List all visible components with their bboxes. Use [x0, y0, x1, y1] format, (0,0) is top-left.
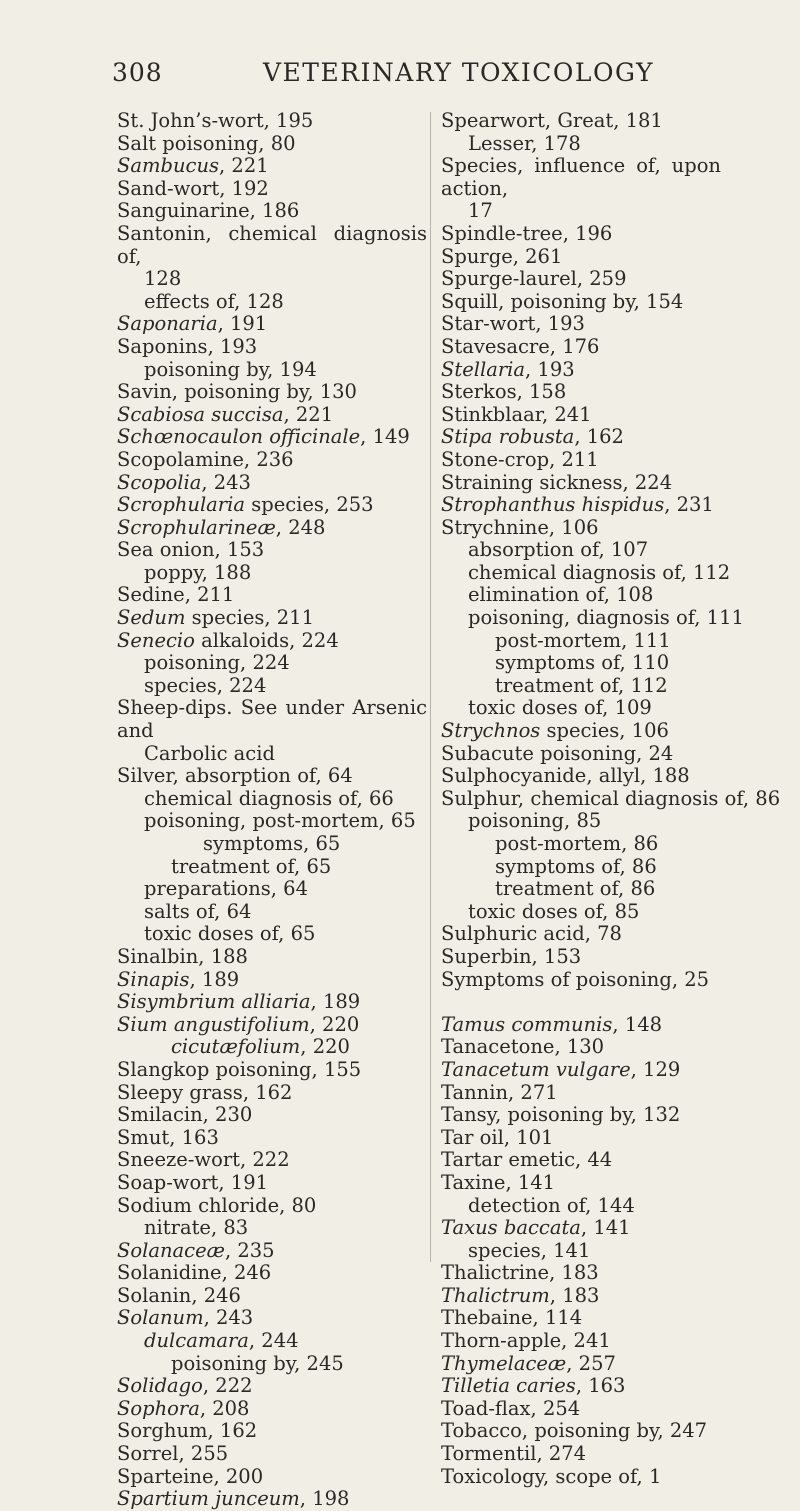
index-entry [117, 1172, 427, 1195]
index-entry [117, 268, 427, 291]
entry-text: Spindle-tree, 196 [441, 221, 613, 245]
entry-locator: , 222 [202, 1374, 253, 1398]
index-entry [441, 606, 744, 630]
entry-text: Tannin, 271 [441, 1080, 558, 1104]
index-entry [441, 539, 721, 562]
entry-text: Stavesacre, 176 [441, 334, 600, 358]
index-entry [117, 991, 427, 1014]
entry-text: Tansy, poisoning by, 132 [441, 1103, 681, 1127]
index-entry [117, 1420, 427, 1443]
entry-italic-term: Sisymbrium alliaria [117, 990, 311, 1014]
index-entry [441, 1240, 721, 1263]
entry-text: Smilacin, 230 [117, 1103, 253, 1127]
entry-text: symptoms of, 86 [495, 854, 657, 878]
entry-text: Spearwort, Great, 181 [441, 109, 663, 132]
entry-text: Squill, poisoning by, 154 [441, 289, 684, 313]
entry-locator: , 208 [199, 1396, 250, 1420]
entry-locator: , 129 [630, 1057, 681, 1081]
entry-locator: , 221 [219, 154, 269, 178]
entry-text: Taxine, 141 [441, 1170, 556, 1194]
index-entry [441, 1398, 721, 1421]
index-entry [441, 336, 721, 359]
entry-text: salts of, 64 [144, 899, 252, 923]
entry-text: Subacute poisoning, 24 [441, 741, 674, 765]
index-entry [441, 1059, 721, 1082]
entry-text: Symptoms of poisoning, 25 [441, 967, 710, 991]
entry-text: Sodium chloride, 80 [117, 1193, 317, 1217]
entry-italic-term: Spartium junceum [117, 1487, 300, 1511]
entry-text: Sea onion, 153 [117, 538, 265, 562]
entry-italic-term: Solanaceæ [117, 1238, 225, 1262]
index-entry [441, 901, 721, 924]
entry-text: poisoning, diagnosis of, 111 [468, 606, 744, 630]
index-entry [117, 743, 427, 766]
index-entry [441, 969, 721, 992]
entry-italic-term: Sambucus [117, 154, 220, 178]
index-entry [441, 517, 721, 540]
index-entry [441, 1195, 721, 1218]
index-entry [117, 426, 427, 449]
index-entry [117, 1443, 427, 1466]
index-entry [117, 1036, 427, 1059]
entry-text: toxic doses of, 109 [468, 696, 652, 720]
entry-italic-term: dulcamara [144, 1329, 249, 1353]
entry-text: Spurge-laurel, 259 [441, 267, 627, 291]
entry-locator: , 148 [612, 1012, 663, 1036]
entry-text: Sterkos, 158 [441, 380, 567, 404]
entry-text: preparations, 64 [144, 877, 308, 901]
index-entry [441, 359, 721, 382]
entry-text: Sorrel, 255 [117, 1442, 229, 1466]
index-entry [441, 1420, 721, 1443]
index-entry [117, 313, 427, 336]
index-entry [441, 1104, 721, 1127]
entry-text: Slangkop poisoning, 155 [117, 1057, 362, 1081]
entry-text: Sulphuric acid, 78 [441, 922, 622, 946]
entry-text: Tormentil, 274 [441, 1442, 587, 1466]
index-entry [441, 560, 731, 585]
entry-italic-term: Strophanthus hispidus [441, 493, 665, 517]
entry-text: poisoning, 85 [468, 809, 602, 833]
index-entry [441, 268, 721, 291]
entry-text: poisoning, 224 [144, 651, 290, 675]
entry-text: Sanguinarine, 186 [117, 199, 300, 223]
entry-text: Solanin, 246 [117, 1283, 241, 1307]
entry-text: Sand-wort, 192 [117, 176, 269, 200]
entry-text: toxic doses of, 65 [144, 922, 316, 946]
index-entry [441, 833, 721, 856]
entry-text: Thorn-apple, 241 [441, 1329, 611, 1353]
index-entry [441, 1082, 721, 1105]
entry-italic-term: Scabiosa succisa [117, 402, 284, 426]
index-entry [117, 472, 427, 495]
entry-text: Thebaine, 114 [441, 1306, 583, 1330]
index-entry [441, 1353, 721, 1376]
index-entry [441, 720, 721, 743]
entry-locator: , 163 [575, 1374, 626, 1398]
entry-italic-term: cicutæfolium [171, 1035, 301, 1059]
index-entry [117, 697, 427, 742]
index-entry [441, 1172, 721, 1195]
entry-locator: , 183 [549, 1283, 600, 1307]
entry-italic-term: Sium angustifolium [117, 1012, 310, 1036]
entry-text: chemical diagnosis of, 112 [468, 560, 731, 584]
entry-italic-term: Sinapis [117, 967, 190, 991]
entry-text: Carbolic acid [144, 741, 275, 765]
entry-text: poppy, 188 [144, 560, 252, 584]
index-entry [117, 133, 427, 156]
entry-text: effects of, 128 [144, 289, 284, 313]
index-entry [117, 1330, 427, 1353]
index-entry [441, 1149, 721, 1172]
entry-text: Sleepy grass, 162 [117, 1080, 293, 1104]
index-entry [441, 743, 721, 766]
index-entry [441, 630, 721, 653]
index-entry [117, 1307, 427, 1330]
index-entry [117, 607, 427, 630]
entry-text: Sneeze-wort, 222 [117, 1148, 290, 1172]
index-entry [117, 1127, 427, 1150]
index-entry [441, 291, 721, 314]
index-entry [441, 472, 721, 495]
entry-text: Tanacetone, 130 [441, 1035, 605, 1059]
entry-locator: , 191 [217, 312, 268, 336]
entry-italic-term: Scrophularia [117, 493, 245, 517]
index-entry [117, 517, 427, 540]
entry-italic-term: Tamus communis [441, 1012, 613, 1036]
section-gap [441, 991, 721, 1014]
entry-locator: , 243 [201, 470, 251, 494]
index-entry [441, 200, 721, 223]
entry-text: symptoms, 65 [203, 832, 341, 855]
index-entry [117, 856, 427, 879]
entry-locator: , 243 [203, 1306, 254, 1330]
entry-italic-term: Stipa robusta [441, 425, 575, 449]
index-entry [117, 901, 427, 924]
index-entry [117, 1285, 427, 1308]
entry-text: Smut, 163 [117, 1125, 219, 1149]
entry-text: toxic doses of, 85 [468, 899, 640, 923]
entry-italic-term: Sedum [117, 606, 186, 630]
entry-text: Straining sickness, 224 [441, 470, 673, 494]
index-entry [441, 1127, 721, 1150]
index-entry [441, 110, 721, 133]
entry-italic-term: Thalictrum [441, 1283, 550, 1307]
index-entry [117, 539, 427, 562]
index-entry [117, 810, 427, 833]
index-entry [117, 404, 427, 427]
index-entry [117, 1262, 427, 1285]
entry-text: 128 [144, 267, 182, 291]
index-entry [441, 494, 721, 517]
entry-text: nitrate, 83 [144, 1216, 249, 1240]
index-entry [441, 675, 721, 698]
column-divider [430, 112, 431, 1262]
index-column-left [117, 110, 427, 1511]
index-entry [441, 404, 721, 427]
entry-italic-term: Schœnocaulon officinale [117, 425, 361, 449]
page-number: 308 [112, 58, 163, 87]
entry-locator: species, 253 [245, 493, 374, 517]
entry-text: Sinalbin, 188 [117, 944, 248, 968]
index-entry [117, 291, 427, 314]
entry-text: Soap-wort, 191 [117, 1170, 269, 1194]
entry-text: Savin, poisoning by, 130 [117, 380, 357, 404]
index-entry [117, 449, 427, 472]
index-entry [117, 1375, 427, 1398]
index-entry [117, 946, 427, 969]
index-entry [441, 878, 721, 901]
index-entry [441, 223, 721, 246]
index-entry [441, 1217, 721, 1240]
entry-text: Lesser, 178 [468, 131, 581, 155]
entry-text: Santonin, chemical diagnosis of, [117, 221, 427, 268]
index-entry [441, 1285, 721, 1308]
entry-text: absorption of, 107 [468, 538, 649, 562]
entry-locator: , 189 [189, 967, 240, 991]
index-entry [441, 786, 781, 811]
index-entry [441, 1443, 721, 1466]
index-entry [117, 788, 427, 811]
entry-text: Solanidine, 246 [117, 1261, 272, 1285]
index-entry [117, 765, 427, 788]
index-entry [117, 1488, 427, 1511]
index-entry [117, 1195, 427, 1218]
entry-locator: , 231 [664, 493, 714, 517]
index-entry [117, 675, 427, 698]
entry-text: poisoning by, 245 [171, 1351, 344, 1375]
entry-text: Strychnine, 106 [441, 515, 599, 539]
entry-italic-term: Senecio [117, 628, 195, 652]
entry-text: elimination of, 108 [468, 583, 654, 607]
entry-text: Silver, absorption of, 64 [117, 764, 353, 788]
entry-text: Tobacco, poisoning by, 247 [441, 1419, 708, 1443]
index-entry [441, 584, 721, 607]
index-entry [117, 1466, 427, 1489]
entry-text: species, 224 [144, 673, 267, 697]
index-entry [117, 878, 427, 901]
index-column-right [441, 109, 781, 1488]
entry-text: Spurge, 261 [441, 244, 563, 268]
index-entry [117, 1104, 427, 1127]
page-header [0, 58, 800, 94]
entry-locator: alkaloids, 224 [194, 628, 339, 652]
index-entry [117, 1059, 427, 1082]
entry-text: Thalictrine, 183 [441, 1261, 599, 1285]
entry-italic-term: Strychnos [441, 719, 541, 743]
entry-locator: species, 211 [185, 606, 314, 630]
index-entry [441, 1466, 721, 1489]
entry-locator: , 257 [566, 1351, 616, 1375]
index-entry [117, 1217, 427, 1240]
entry-italic-term: Scrophularineæ [117, 515, 276, 539]
entry-text: Toxicology, scope of, 1 [441, 1464, 662, 1488]
index-entry [117, 562, 427, 585]
entry-text: treatment of, 65 [171, 854, 332, 878]
index-entry [441, 923, 721, 946]
index-entry [441, 1262, 721, 1285]
entry-italic-term: Tilletia caries [441, 1374, 576, 1398]
entry-text: Salt poisoning, 80 [117, 131, 296, 155]
entry-italic-term: Tanacetum vulgare [441, 1057, 631, 1081]
index-entry [117, 1149, 427, 1172]
entry-locator: , 248 [275, 515, 326, 539]
entry-locator: , 189 [310, 990, 361, 1014]
entry-italic-term: Stellaria [441, 357, 526, 381]
entry-italic-term: Solidago [117, 1374, 203, 1398]
index-entry [117, 223, 427, 268]
index-entry [117, 1353, 427, 1376]
entry-locator: , 149 [360, 425, 410, 449]
entry-text: Stone-crop, 211 [441, 447, 599, 471]
entry-locator: , 198 [299, 1487, 350, 1511]
index-entry [441, 449, 721, 472]
entry-text: poisoning by, 194 [144, 357, 317, 381]
entry-text: St. John’s-wort, 195 [117, 109, 314, 132]
entry-text: Sedine, 211 [117, 583, 235, 607]
index-entry [441, 697, 721, 720]
index-entry [441, 1014, 721, 1037]
index-entry [117, 1014, 427, 1037]
index-entry [117, 1398, 427, 1421]
index-entry [441, 246, 721, 269]
entry-text: Stinkblaar, 241 [441, 402, 592, 426]
entry-text: Superbin, 153 [441, 944, 582, 968]
entry-locator: , 221 [283, 402, 334, 426]
index-entry [117, 336, 427, 359]
entry-text: Sparteine, 200 [117, 1464, 264, 1488]
index-entry [441, 133, 721, 156]
index-entry [117, 1082, 427, 1105]
entry-text: symptoms of, 110 [495, 651, 670, 675]
index-entry [117, 494, 427, 517]
entry-text: Scopolamine, 236 [117, 447, 294, 471]
index-entry [117, 178, 427, 201]
index-entry [117, 200, 427, 223]
index-entry [441, 313, 721, 336]
index-entry [117, 584, 427, 607]
entry-text: Tar oil, 101 [441, 1125, 554, 1149]
entry-text: treatment of, 112 [495, 673, 668, 697]
index-entry [117, 652, 427, 675]
entry-text: Toad-flax, 254 [441, 1396, 581, 1420]
index-entry [117, 923, 427, 946]
index-entry [441, 856, 721, 879]
index-entry [441, 155, 721, 200]
index-entry [441, 946, 721, 969]
entry-italic-term: Thymelaceæ [441, 1351, 567, 1375]
index-entry [117, 110, 427, 133]
entry-italic-term: Solanum [117, 1306, 204, 1330]
entry-text: Tartar emetic, 44 [441, 1148, 613, 1172]
entry-locator: , 244 [248, 1329, 299, 1353]
index-entry [117, 381, 427, 404]
index-entry [441, 426, 721, 449]
index-entry [441, 1375, 721, 1398]
index-entry [117, 833, 427, 856]
entry-text: treatment of, 86 [495, 877, 656, 901]
entry-locator: , 141 [580, 1216, 631, 1240]
index-entry [117, 969, 427, 992]
entry-text: Species, influence of, upon action, [441, 154, 721, 200]
entry-locator: , 220 [309, 1012, 360, 1036]
index-entry [441, 652, 721, 675]
entry-italic-term: Scopolia [117, 470, 202, 494]
entry-locator: , 193 [525, 357, 575, 381]
index-entry [441, 1307, 721, 1330]
index-entry [117, 359, 427, 382]
index-entry [441, 1330, 721, 1353]
index-entry [117, 155, 427, 178]
entry-text: Saponins, 193 [117, 334, 258, 358]
entry-text: post-mortem, 111 [495, 628, 671, 652]
entry-text: species, 141 [468, 1238, 591, 1262]
index-entry [117, 630, 427, 653]
entry-text: poisoning, post-mortem, 65 [144, 809, 416, 833]
entry-italic-term: Sophora [117, 1396, 200, 1420]
entry-text: Sulphocyanide, allyl, 188 [441, 764, 690, 788]
entry-locator: , 220 [300, 1035, 350, 1059]
index-entry [441, 381, 721, 404]
entry-locator: species, 106 [540, 719, 669, 743]
entry-locator: , 235 [224, 1238, 275, 1262]
entry-text: Sulphur, chemical diagnosis of, 86 [441, 786, 781, 810]
index-entry [441, 1036, 721, 1059]
entry-text: post-mortem, 86 [495, 832, 659, 855]
entry-text: chemical diagnosis of, 66 [144, 786, 394, 810]
entry-text: Sorghum, 162 [117, 1419, 258, 1443]
index-entry [441, 765, 721, 788]
entry-text: Star-wort, 193 [441, 312, 585, 336]
running-title: VETERINARY TOXICOLOGY [263, 58, 655, 87]
entry-text: detection of, 144 [468, 1193, 635, 1217]
entry-text: Sheep-dips. See under Arsenic and [117, 696, 427, 743]
entry-italic-term: Taxus baccata [441, 1216, 581, 1240]
index-entry [441, 810, 721, 833]
entry-italic-term: Saponaria [117, 312, 218, 336]
index-entry [117, 1240, 427, 1263]
entry-locator: , 162 [574, 425, 624, 449]
entry-text: 17 [468, 199, 493, 223]
